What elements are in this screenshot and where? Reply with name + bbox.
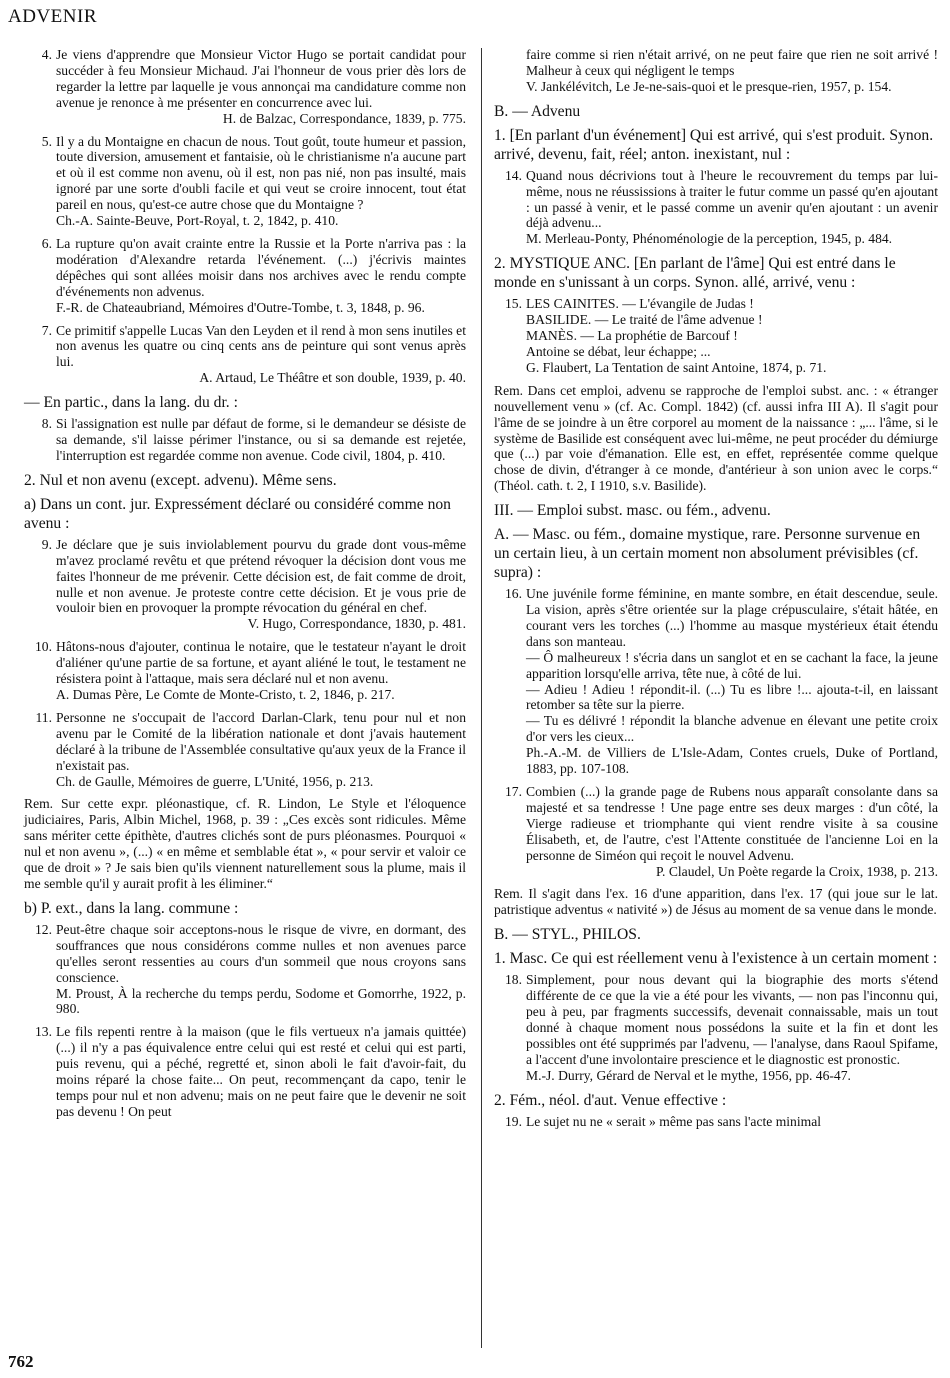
example-15: 15. LES CAINITES. — L'évangile de Judas ! BASILIDE. — Le traité de l'âme advenue ! MANÈS. — La prophétie de Barcouf ! Antoine se débat, leur échappe; ... G. Flaubert, La Tentation de saint Antoine, 1874, p. 71. bbox=[494, 296, 938, 376]
section-B: B. — Advenu bbox=[494, 102, 581, 120]
page-number: 762 bbox=[8, 1352, 34, 1371]
citation: V. Jankélévitch, Le Je-ne-sais-quoi et le presque-rien, 1957, p. 154. bbox=[526, 78, 892, 94]
remark-3: Rem. Il s'agit dans l'ex. 16 d'une apparition, dans l'ex. 17 (qui joue sur le lat. patristique adventus « nativité ») de Jésus au moment de sa venue dans le monde. bbox=[494, 886, 938, 918]
citation: Ch. de Gaulle, Mémoires de guerre, L'Unité, 1956, p. 213. bbox=[56, 773, 374, 789]
example-4: 4. Je viens d'apprendre que Monsieur Victor Hugo se portait candidat pour succéder à feu Monsieur Michaud. J'ai l'honneur de vous prier dès lors de regarder la lettre par laquelle je vous annonçai ma candidature comme non avenue je renonce à me présenter en concurrence avec lui. H. de Balzac, Correspondance, 1839, p. 775. bbox=[41, 47, 466, 126]
example-6: 6. La rupture qu'on avait crainte entre la Russie et la Porte n'arriva pas : la modération d'Alexandre retarda l'événement. (...) j'écrivis maintes dépêches qui sont allées moisir dans nos archives avec le rendu compte d'événements non advenus. F.-R. de Chateaubriand, Mémoires d'Outre-Tombe, t. 3, 1848, p. 96. bbox=[41, 235, 466, 315]
example-16: 16. Une juvénile forme féminine, en mante sombre, en était descendue, seule. La vision, après s'être orientée sur la plage crépusculaire, s'était hâtée, en courant vers les torches (...) l'homme au masque mystérieux était étendu dans son manteau. — Ô malheureux ! s'écria dans un sanglot et en se cachant la face, la jeune apparition lorsqu'elle arriva, tête nue, à côté de lui. — Adieu ! Adieu ! répondit-il. (...) Tu es libre !... ajouta-t-il, en laissant retomber sa tête sur la pierre. — Tu es délivré ! répondit la blanche advenue en élevant une petite croix d'or vers les cieux... Ph.-A.-M. de Villiers de L'Isle-Adam, Contes cruels, Duke of Portland, 1883, pp. 107-108. bbox=[505, 586, 938, 777]
section-a: a) Dans un cont. jur. Expressément déclaré ou considéré comme non avenu : bbox=[24, 495, 451, 532]
section-III-B-1: 1. Masc. Ce qui est réellement venu à l'existence à un certain moment : bbox=[494, 950, 938, 968]
section-III-A: A. — Masc. ou fém., domaine mystique, rare. Personne survenue en un certain lieu, à un certain moment non absolument prévisibles (cf. supra) : bbox=[494, 526, 921, 582]
section-B-1: 1. [En parlant d'un événement] Qui est arrivé, qui s'est produit. Synon. arrivé, devenu, fait, réel; anton. inexistant, nul : bbox=[494, 126, 934, 163]
example-17: 17. Combien (...) la grande page de Rubens nous apparaît consolante dans sa majesté et sa tendresse ! Une page entre ses deux marges : d'un côté, la Vierge radieuse et triomphante qui vient rendre visite à sa cousine Élisabeth, et, de l'autre, c'est l'Attente constituée de l'ancienne Loi en la personne de Siméon qui reçoit le nouvel Advenu. P. Claudel, Un Poète regarde la Croix, 1938, p. 213. bbox=[505, 784, 938, 879]
right-column bbox=[494, 44, 938, 1137]
subsection-partic: — En partic., dans la lang. du dr. : bbox=[24, 394, 238, 412]
section-2: 2. Nul et non avenu (except. advenu). Même sens. bbox=[24, 471, 337, 489]
example-10: 10. Hâtons-nous d'ajouter, continua le notaire, que le testateur n'ayant le droit d'aliéner qu'une partie de sa fortune, et ayant aliéné le tout, le testament ne résistera point à l'attaque, mais sera déclaré nul et non avenu. A. Dumas Père, Le Comte de Monte-Cristo, t. 2, 1846, p. 217. bbox=[35, 639, 466, 702]
citation: H. de Balzac, Correspondance, 1839, p. 775. bbox=[222, 110, 466, 126]
citation: V. Hugo, Correspondance, 1830, p. 481. bbox=[247, 616, 466, 632]
example-13-continued: faire comme si rien n'était arrivé, on ne peut faire que rien ne soit arrivé ! Malheur à ceux qui négligent le temps V. Jankélévitch, Le Je-ne-sais-quoi et le presque-rien, 1957, p. 154. bbox=[526, 47, 938, 94]
citation: P. Claudel, Un Poète regarde la Croix, 1938, p. 213. bbox=[655, 863, 938, 879]
citation: Ch.-A. Sainte-Beuve, Port-Royal, t. 2, 1842, p. 410. bbox=[56, 213, 339, 229]
section-B-2: 2. MYSTIQUE ANC. [En parlant de l'âme] Qui est entré dans le monde en s'unissant à un corps. Synon. allé, arrivé, venu : bbox=[494, 255, 896, 292]
example-11: 11. Personne ne s'occupait de l'accord Darlan-Clark, tenu pour nul et non avenu par le Comité de la libération nationale et dont j'avais hautement déclaré à la tribune de l'Assemblée consultative qu'aux yeux de la France il n'existait pas. Ch. de Gaulle, Mémoires de guerre, L'Unité, 1956, p. 213. bbox=[35, 709, 466, 789]
section-III-B-2: 2. Fém., néol. d'aut. Venue effective : bbox=[494, 1091, 727, 1109]
example-7: 7. Ce primitif s'appelle Lucas Van den Leyden et il rend à mon sens inutiles et non avenus les quatre ou cinq cents ans de peinture qui sont venus après lui. A. Artaud, Le Théâtre et son double, 1939, p. 40. bbox=[41, 322, 466, 386]
left-column bbox=[24, 44, 466, 1127]
section-III: III. — Emploi subst. masc. ou fém., advenu. bbox=[494, 502, 771, 520]
example-5: 5. Il y a du Montaigne en chacun de nous. Tout goût, toute humeur et passion, toute diversion, amusement et fantaisie, où le christianisme n'a aucune part et où il est comme non avenu, où il est, non pas nié, non pas insulté, mais ignoré par une sorte d'oubli facile et qui veut se croire innocent, tout état pareil en nous, qu'est-ce autre chose que du Montaigne ? Ch.-A. Sainte-Beuve, Port-Royal, t. 2, 1842, p. 410. bbox=[41, 133, 466, 229]
example-18: 18. Simplement, pour nous devant qui la biographie des morts s'étend différente de ce que la vie a été pour les vivants, — non pas l'inconnu qui, peu à peu, par fragments successifs, devenait connaissable, mais un tout donné à chaque moment nous possédons la suite et la fin et dont les possibles ont été supprimés par l'advenu, — l'analyse, dans Raoul Spifame, a l'accent d'une involontaire prescience et le diagnostic est pronostic. M.-J. Durry, Gérard de Nerval et le mythe, 1956, pp. 46-47. bbox=[505, 972, 938, 1083]
section-III-B: B. — STYL., PHILOS. bbox=[494, 926, 641, 944]
remark-1: Rem. Sur cette expr. pléonastique, cf. R. Lindon, Le Style et l'éloquence judiciaires, Paris, Albin Michel, 1968, p. 39 : „Ces excès sont ridicules. Même sans mériter cette épithète, d'autres clichés sont de purs pléonasmes. Pourquoi « nul et non avenu », (...) « en même et semblable état », « pour servir et valoir ce que de droit » ? Je sais bien qu'ils viennent naturellement sous la plume, mais il me semble qu'il y aurait profit à les éliminer.“ bbox=[24, 796, 466, 891]
example-14: 14. Quand nous décrivions tout à l'heure le recouvrement du temps par lui-même, nous ne réussissions à traiter le futur comme un passé qu'en ajoutant : un passé à venir, et le passé comme un avenir qu'en ajoutant : un avenir déjà advenu... M. Merleau-Ponty, Phénoménologie de la perception, 1945, p. 484. bbox=[505, 167, 938, 247]
citation: A. Dumas Père, Le Comte de Monte-Cristo, t. 2, 1846, p. 217. bbox=[56, 687, 395, 702]
example-12: 12. Peut-être chaque soir acceptons-nous le risque de vivre, en dormant, des souffrances que nous considérons comme nulles et non avenues parce qu'elles seront ressenties au cours d'un sommeil que nous croyons sans conscience. M. Proust, À la recherche du temps perdu, Sodome et Gomorrhe, 1922, p. 980. bbox=[35, 921, 466, 1017]
example-8: 8. Si l'assignation est nulle par défaut de forme, si le demandeur se désiste de sa demande, s'il laisse périmer l'instance, ou si sa demande est rejetée, l'interruption est regardée comme non avenue. Code civil, 1804, p. 410. bbox=[41, 416, 466, 463]
citation: F.-R. de Chateaubriand, Mémoires d'Outre-Tombe, t. 3, 1848, p. 96. bbox=[56, 299, 425, 315]
citation: A. Artaud, Le Théâtre et son double, 1939, p. 40. bbox=[199, 370, 466, 386]
headword: ADVENIR bbox=[8, 6, 97, 27]
example-13: 13. Le fils repenti rentre à la maison (que le fils vertueux n'a jamais quittée) (...) il n'y a pas équivalence entre celui qui est resté et celui qui est parti, puis revenu, qui a péché, regretté et, sinon aboli le fait d'avoir-fait, du moins réparé la chose faite... On peut, recommençant da capo, tenir le temps pour nul et non advenu; mais on ne peut faire que le devenir ne soit pas devenu ! On peut bbox=[35, 1024, 466, 1119]
citation: Ph.-A.-M. de Villiers de L'Isle-Adam, Contes cruels, Duke of Portland, 1883, pp. 107-108. bbox=[526, 745, 938, 777]
citation: M.-J. Durry, Gérard de Nerval et le mythe, 1956, pp. 46-47. bbox=[526, 1067, 851, 1083]
citation: M. Proust, À la recherche du temps perdu, Sodome et Gomorrhe, 1922, p. 980. bbox=[56, 985, 466, 1017]
citation: M. Merleau-Ponty, Phénoménologie de la perception, 1945, p. 484. bbox=[526, 231, 893, 247]
example-9: 9. Je déclare que je suis inviolablement pourvu du grade dont vous-même m'avez proclamé revêtu et que prétend révoquer la décision dont vous me faites l'honneur de me prévenir. Cette décision est, de fait comme de droit, nulle et non avenue. Je proteste contre cette décision. Et je vous prie de vouloir bien en provoquer la prompte révocation du général en chef. V. Hugo, Correspondance, 1830, p. 481. bbox=[41, 536, 466, 632]
example-19: 19. Le sujet nu ne « serait » même pas sans l'acte minimal bbox=[505, 1113, 822, 1129]
citation: G. Flaubert, La Tentation de saint Antoine, 1874, p. 71. bbox=[526, 359, 827, 375]
column-divider bbox=[481, 48, 482, 1348]
section-b: b) P. ext., dans la lang. commune : bbox=[24, 899, 239, 917]
remark-2: Rem. Dans cet emploi, advenu se rapproche de l'emploi subst. anc. : « étranger nouvellement venu » (cf. Ac. Compl. 1842) (cf. aussi infra III A). Il s'agit pour l'âme de se joindre à un être corporel au moment de la naissance : „... l'âme, si le système de Basilide est conséquent avec lui-même, ne peut procéder du démiurge que (...) par voie d'émanation. Elle est, en effet, représentée comme quelque chose de divin, d'étranger à ce monde, d'antérieur à son union avec le corps.“ (Théol. cath. t. 2, I 1910, s.v. Basilide). bbox=[494, 382, 938, 494]
